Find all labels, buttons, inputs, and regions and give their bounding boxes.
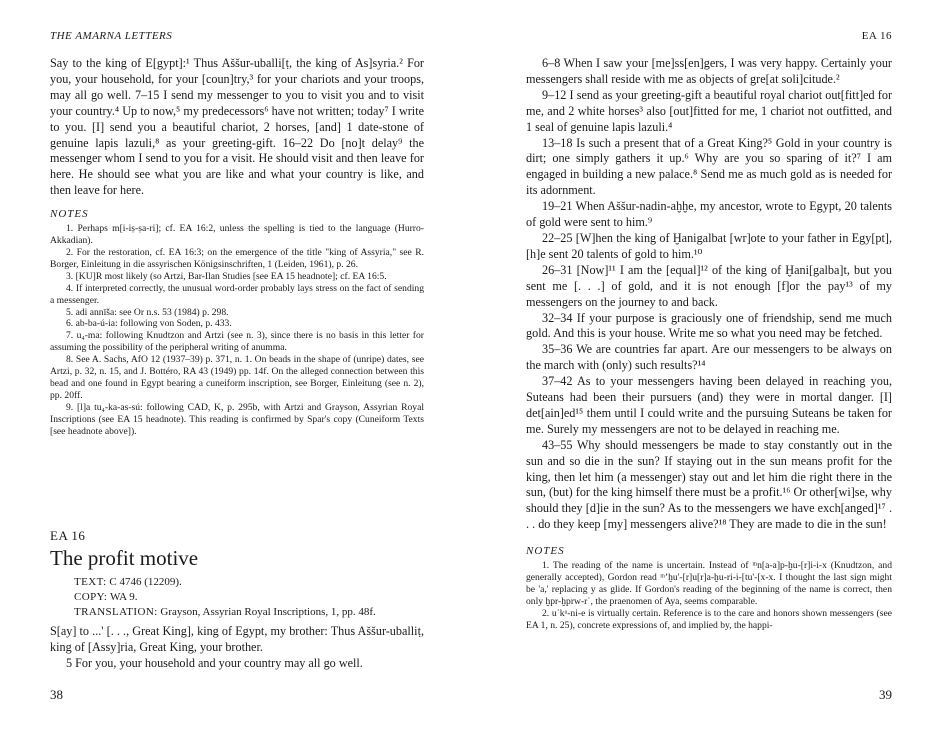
running-head-left: THE AMARNA LETTERS <box>50 30 173 42</box>
opening-paragraph: S[ay] to ...' [. . ., Great King], king of Egypt, my brother: Thus Aššur-uballiṭ, king of [Assy]ria, Great King, your brother. <box>50 624 424 655</box>
letter-ea15-body: Say to the king of E[gypt]:¹ Thus Aššur-uballi[ṭ, the king of As]syria.² For you, your household, for your [coun]try,³ for your chariots and your troops, may all go well. 7–15 I send my messenger to you to visit you and to visit your country.⁴ Up to now,⁵ my predecessors⁶ have not written; today⁷ I write to you. [I] send you a beautiful chariot, 2 horses, [and] 1 date-stone of genuine lapis lazuli,⁸ as your greeting-gift. 16–22 Do [no]t delay⁹ the messenger whom I send to you for a visit. He should visit and then leave for here. He should see what you are like and what your country is like, and then leave for here. <box>50 56 424 198</box>
text-metadata <box>74 575 424 619</box>
copy-line <box>74 590 424 605</box>
letter-ea15-text <box>50 56 424 199</box>
body-paragraph: 26–31 [Now]¹¹ I am the [equal]¹² of the king of Ḫani[galba]t, but you sent me [. . .] of gold, and it is not enough [f]or the pay¹³ of my messengers on the journey to and back. <box>526 262 892 309</box>
notes-left <box>50 223 424 437</box>
note-item: 3. [KU]R most likely (so Artzi, Bar-Ilan Studies [see EA 15 headnote]; cf. EA 16:5. <box>66 270 387 282</box>
note-item: 7. u₄-ma: following Knudtzon and Artzi (see n. 3), since there is no basis in this letter for assuming the possibility of the peripheral writing of anumma. <box>50 330 424 354</box>
notes-heading-left: NOTES <box>50 208 89 221</box>
note-item: 2. uʾkᵃ-ni-e is virtually certain. Reference is to the care and honors shown messengers (see EA 1, n. 25), concrete expressions of, and implied by, the happi- <box>526 607 892 631</box>
ea16-header-block <box>50 528 424 672</box>
translation-line <box>74 605 424 620</box>
note-item: 1. Perhaps m[i-iṣ-ṣa-ri]; cf. EA 16:2, unless the spelling is tied to the language (Hurro-Akkadian). <box>50 223 424 247</box>
copy-label: COPY: <box>74 590 108 603</box>
body-paragraph: 13–18 Is such a present that of a Great King?⁵ Gold in your country is dirt; one simply gathers it up.⁶ Why are you so sparing of it?⁷ I am engaged in building a new palace.⁸ Send me as much gold as is needed for its adornment. <box>526 135 892 198</box>
running-head-right: EA 16 <box>861 30 892 42</box>
note-item: 9. [l]a tu₄-ka-as-sú: following CAD, K, p. 295b, with Artzi and Grayson, Assyrian Royal Inscriptions (see EA 15 headnote). This reading is confirmed by Spar's copy (Cuneiform Texts [see headnote above]). <box>50 401 424 437</box>
note-item: 6. ab-ba-ú-ia: following von Soden, p. 433. <box>66 318 232 330</box>
body-paragraph: 9–12 I send as your greeting-gift a beautiful royal chariot out[fitt]ed for me, and 2 white horses³ also [out]fitted for me, 1 chariot not outfitted, and 1 seal of genuine lapis lazuli.⁴ <box>526 87 892 134</box>
note-item: 5. adi annīša: see Or n.s. 53 (1984) p. 298. <box>66 306 229 318</box>
note-item: 2. For the restoration, cf. EA 16:3; on the emergence of the title "king of Assyria," see R. Borger, Einleitung in die assyrischen Königsinschriften, 1 (Leiden, 1961), p. 26. <box>50 246 424 270</box>
chapter-title: The profit motive <box>50 546 199 570</box>
copy-value: WA 9. <box>109 590 138 603</box>
page-number-left: 38 <box>50 687 63 702</box>
note-item: 4. If interpreted correctly, the unusual word-order probably lays stress on the fact of sending a messenger. <box>50 282 424 306</box>
translation-label: TRANSLATION: <box>74 605 158 618</box>
text-value: C 4746 (12209). <box>109 576 182 588</box>
ea-number: EA 16 <box>50 528 86 543</box>
body-paragraph: 19–21 When Aššur-nadin-aḫḫe, my ancestor, wrote to Egypt, 20 talents of gold were sent to him.⁹ <box>526 199 892 230</box>
body-paragraph: 22–25 [W]hen the king of Ḫanigalbat [wr]ote to your father in Egy[pt], [h]e sent 20 talents of gold to him.¹⁰ <box>526 230 892 261</box>
letter-ea16-body <box>526 56 892 533</box>
notes-heading-right: NOTES <box>526 545 565 558</box>
left-top-column <box>50 56 424 437</box>
body-paragraph: 37–42 As to your messengers having been delayed in reaching you, Suteans had been their pursuers (and) they were in mortal danger. [I] det[ain]ed¹⁵ them until I could write and the pursuing Suteans be taken for me. Surely my messengers are not to be delayed in reaching me. <box>526 374 892 436</box>
opening-paragraph: 5 For you, your household and your country may all go well. <box>66 656 363 671</box>
body-paragraph: 43–55 Why should messengers be made to stay constantly out in the sun and so die in the sun? If staying out in the sun means profit for the king, then let him (a messenger) stay out and let him die right there in the sun, (but) for the king himself there must be a profit.¹⁶ Or other[wi]se, why should they [d]ie in the sun? As to the messengers we have exch[anged]¹⁷ . . . do they keep [my] messengers alive?¹⁸ They are made to die in the sun! <box>526 437 892 532</box>
translation-value: Grayson, Assyrian Royal Inscriptions, 1, pp. 48f. <box>160 605 376 618</box>
right-page <box>474 0 947 733</box>
text-line <box>74 575 424 590</box>
body-paragraph: 32–34 If your purpose is graciously one of friendship, send me much gold. And this is your house. Write me so what you need may be fetched. <box>526 310 892 341</box>
right-column <box>526 56 892 632</box>
text-label: TEXT: <box>74 576 107 588</box>
page-number-right: 39 <box>879 687 892 702</box>
note-item: 8. See A. Sachs, AfO 12 (1937–39) p. 371, n. 1. On beads in the shape of (unripe) dates, see Artzi, p. 32, n. 15, and J. Bottéro, RA 43 (1949) pp. 14f. On the alleged connection between this bead and one found in Egypt bearing a cuneiform inscription, see Borger, Einleitung (see n. 2), pp. 20ff. <box>50 354 424 401</box>
note-item: 1. The reading of the name is uncertain. Instead of ᵐn[a-a]p-ḫu-[r]i-i-x (Knudtzon, and generally accepted), Gordon read ᵐʼḫu'-[r]u[r]a-ḫu-ri-i-[tu'-[x-x. I thought the last sign might be 'a,' replacing y as glide. If Gordon's reading of the beginning of the name is correct, then only ḫpr-ḫprw-rʿ, the praenomen of Aya, seems comparable. <box>526 560 892 607</box>
body-paragraph: 35–36 We are countries far apart. Are our messengers to be always on the march with (only) such results?¹⁴ <box>526 342 892 373</box>
body-paragraph: 6–8 When I saw your [me]ss[en]gers, I was very happy. Certainly your messengers shall reside with me as objects of gre[at soli]citude.² <box>526 56 892 86</box>
letter-ea16-opening <box>50 624 424 672</box>
notes-right <box>526 560 892 631</box>
